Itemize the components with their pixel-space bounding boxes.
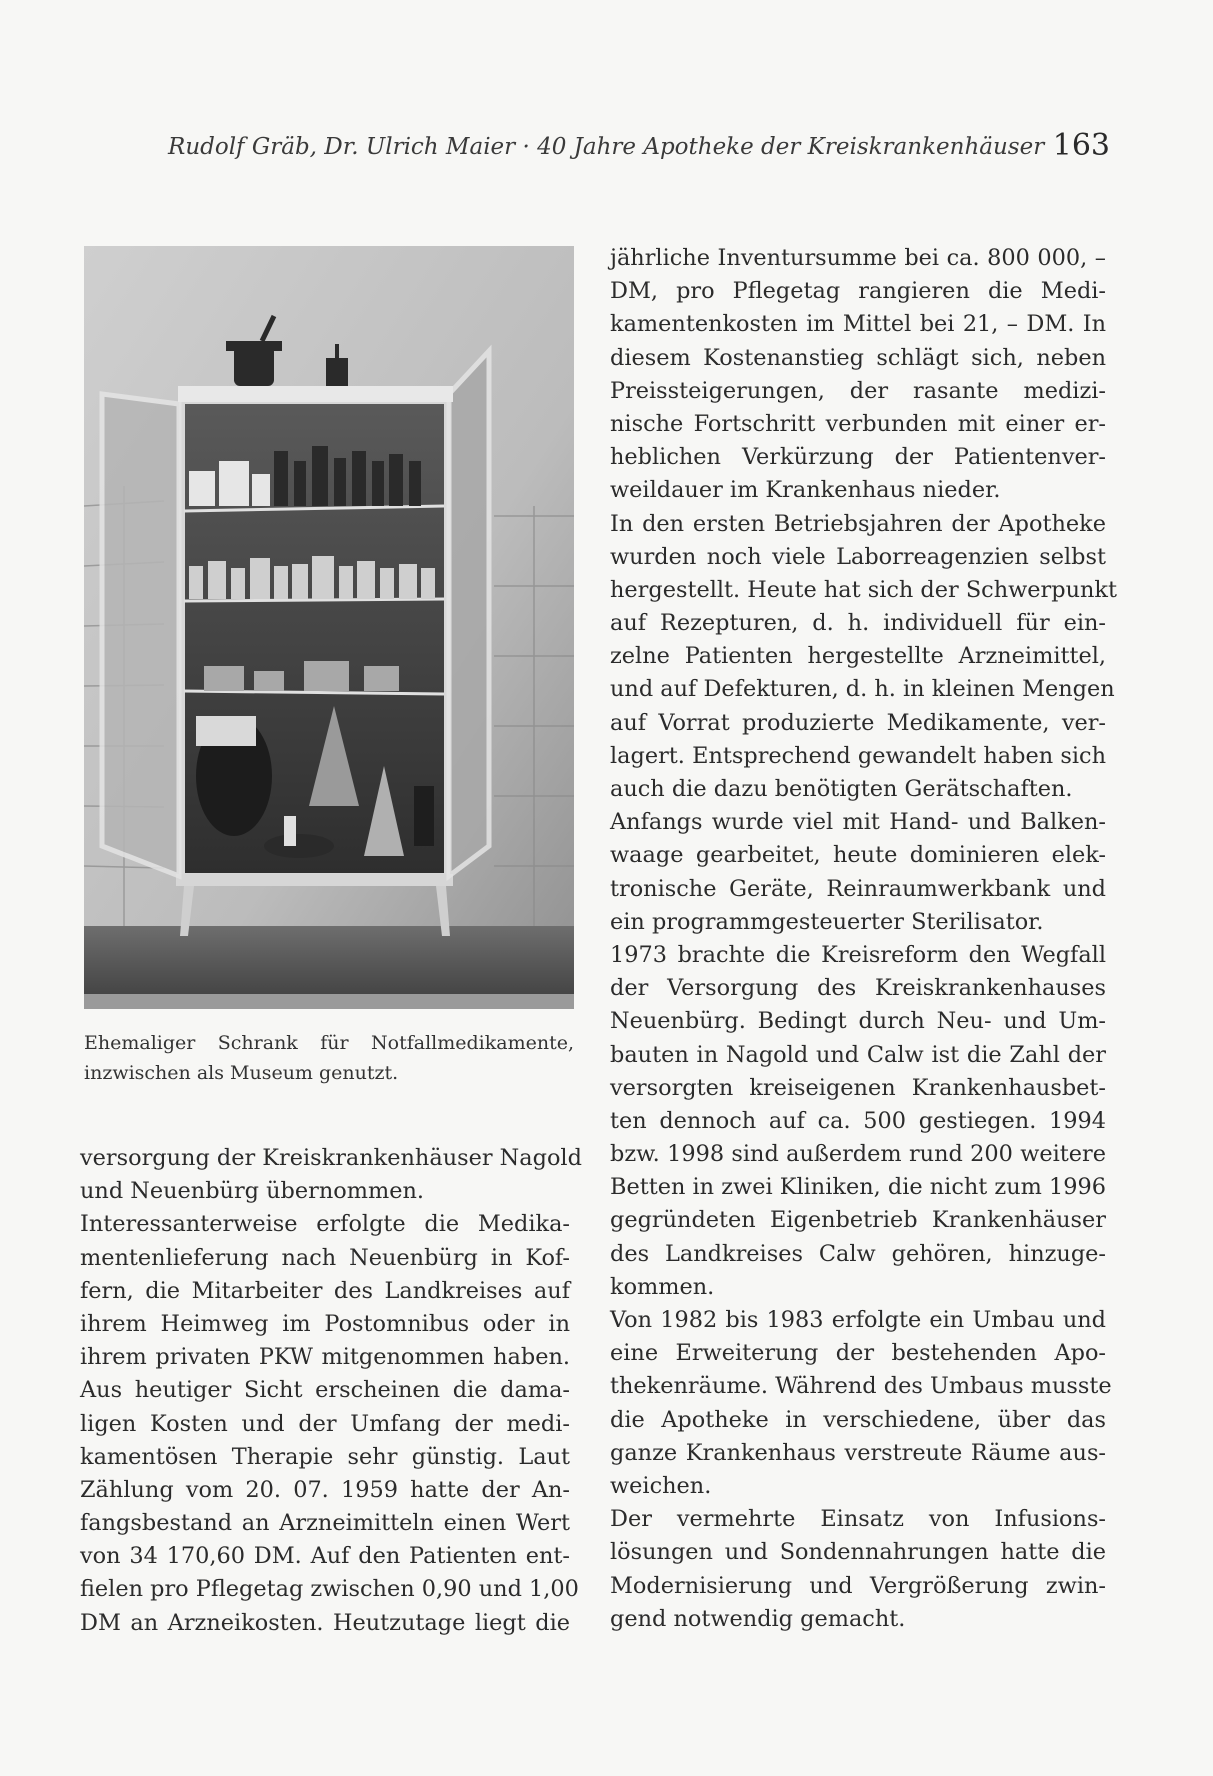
text-line: waage gearbeitet, heute dominieren elek-: [610, 842, 1106, 869]
text-line: gegründeten Eigenbetrieb Krankenhäuser: [610, 1207, 1106, 1234]
text-line: ganze Krankenhaus verstreute Räume aus-: [610, 1439, 1106, 1466]
text-line: zelne Patienten hergestellte Arzneimittel,: [610, 643, 1106, 670]
text-line: fern, die Mitarbeiter des Landkreises auf: [80, 1277, 570, 1304]
running-title: Rudolf Gräb, Dr. Ulrich Maier · 40 Jahre Apotheke der Kreiskrankenhäuser: [168, 134, 1045, 160]
text-line: Betten in zwei Kliniken, die nicht zum 1996: [610, 1174, 1106, 1201]
text-line: In den ersten Betriebsjahren der Apotheke: [610, 510, 1106, 537]
text-line: Modernisierung und Vergrößerung zwin-: [610, 1572, 1106, 1599]
text-line: 1973 brachte die Kreisreform den Wegfall: [610, 941, 1106, 968]
text-line: der Versorgung des Kreiskrankenhauses: [610, 975, 1106, 1002]
page-header: [150, 128, 1110, 178]
text-line: auch die dazu benötigten Gerätschaften.: [610, 776, 1073, 802]
text-line: Anfangs wurde viel mit Hand- und Balken-: [610, 809, 1106, 836]
right-column: [610, 242, 1117, 1636]
text-line: Neuenbürg. Bedingt durch Neu- und Um-: [610, 1008, 1106, 1035]
text-line: Von 1982 bis 1983 erfolgte ein Umbau und: [610, 1307, 1106, 1333]
text-line: tronische Geräte, Reinraumwerkbank und: [610, 875, 1106, 902]
cabinet-photo: [84, 246, 574, 1009]
text-line: Zählung vom 20. 07. 1959 hatte der An-: [80, 1476, 570, 1503]
text-line: und Neuenbürg übernommen.: [80, 1178, 424, 1205]
text-line: heblichen Verkürzung der Patientenver-: [610, 444, 1106, 471]
text-line: kamentenkosten im Mittel bei 21, – DM. In: [610, 311, 1106, 338]
text-line: jährliche Inventursumme bei ca. 800 000, –: [610, 245, 1106, 271]
text-line: versorgung der Kreiskrankenhäuser Nagold: [80, 1145, 582, 1171]
left-column: [80, 1142, 582, 1640]
text-line: und auf Defekturen, d. h. in kleinen Mengen: [610, 676, 1115, 703]
text-line: Aus heutiger Sicht erscheinen die dama-: [80, 1377, 570, 1404]
text-line: ihrem privaten PKW mitgenommen haben.: [80, 1344, 570, 1371]
text-line: diesem Kostenanstieg schlägt sich, neben: [610, 344, 1106, 371]
caption-line: Ehemaliger Schrank für Notfallmedikamente,: [84, 1032, 574, 1054]
text-line: eine Erweiterung der bestehenden Apo-: [610, 1340, 1106, 1367]
text-line: gend notwendig gemacht.: [610, 1605, 906, 1632]
text-line: fangsbestand an Arzneimitteln einen Wert: [80, 1510, 570, 1537]
text-line: hergestellt. Heute hat sich der Schwerpunkt: [610, 576, 1117, 603]
text-line: kamentösen Therapie sehr günstig. Laut: [80, 1443, 570, 1470]
text-line: mentenlieferung nach Neuenbürg in Kof-: [80, 1244, 570, 1271]
text-line: Der vermehrte Einsatz von Infusions-: [610, 1506, 1106, 1533]
text-line: weildauer im Krankenhaus nieder.: [610, 477, 1001, 504]
text-line: Interessanterweise erfolgte die Medika-: [80, 1211, 570, 1238]
text-line: auf Vorrat produzierte Medikamente, ver-: [610, 709, 1106, 736]
text-line: versorgten kreiseigenen Krankenhausbet-: [610, 1074, 1106, 1101]
text-line: ein programmgesteuerter Sterilisator.: [610, 908, 1044, 935]
text-line: des Landkreises Calw gehören, hinzuge-: [610, 1240, 1106, 1267]
text-line: fielen pro Pflegetag zwischen 0,90 und 1,00: [80, 1576, 579, 1603]
text-line: wurden noch viele Laborreagenzien selbst: [610, 543, 1106, 570]
text-line: nische Fortschritt verbunden mit einer er-: [610, 410, 1106, 437]
text-line: weichen.: [610, 1472, 712, 1499]
text-line: DM, pro Pflegetag rangieren die Medi-: [610, 278, 1106, 305]
text-line: ligen Kosten und der Umfang der medi-: [80, 1410, 570, 1437]
text-line: thekenräume. Während des Umbaus musste: [610, 1373, 1112, 1400]
page-number: 163: [1052, 128, 1110, 163]
text-line: lagert. Entsprechend gewandelt haben sich: [610, 742, 1106, 769]
text-line: DM an Arzneikosten. Heutzutage liegt die: [80, 1609, 570, 1636]
text-line: bzw. 1998 sind außerdem rund 200 weitere: [610, 1141, 1106, 1168]
text-line: von 34 170,60 DM. Auf den Patienten ent-: [80, 1543, 570, 1570]
text-line: Preissteigerungen, der rasante medizi-: [610, 377, 1106, 404]
text-line: bauten in Nagold und Calw ist die Zahl der: [610, 1041, 1106, 1068]
text-line: die Apotheke in verschiedene, über das: [610, 1406, 1106, 1433]
caption-line: inzwischen als Museum genutzt.: [84, 1062, 399, 1084]
text-line: ihrem Heimweg im Postomnibus oder in: [80, 1310, 570, 1337]
text-line: ten dennoch auf ca. 500 gestiegen. 1994: [610, 1107, 1106, 1134]
figure-caption: [84, 1028, 574, 1088]
text-line: lösungen und Sondennahrungen hatte die: [610, 1539, 1106, 1566]
text-line: kommen.: [610, 1273, 715, 1300]
text-line: auf Rezepturen, d. h. individuell für ein-: [610, 610, 1106, 637]
